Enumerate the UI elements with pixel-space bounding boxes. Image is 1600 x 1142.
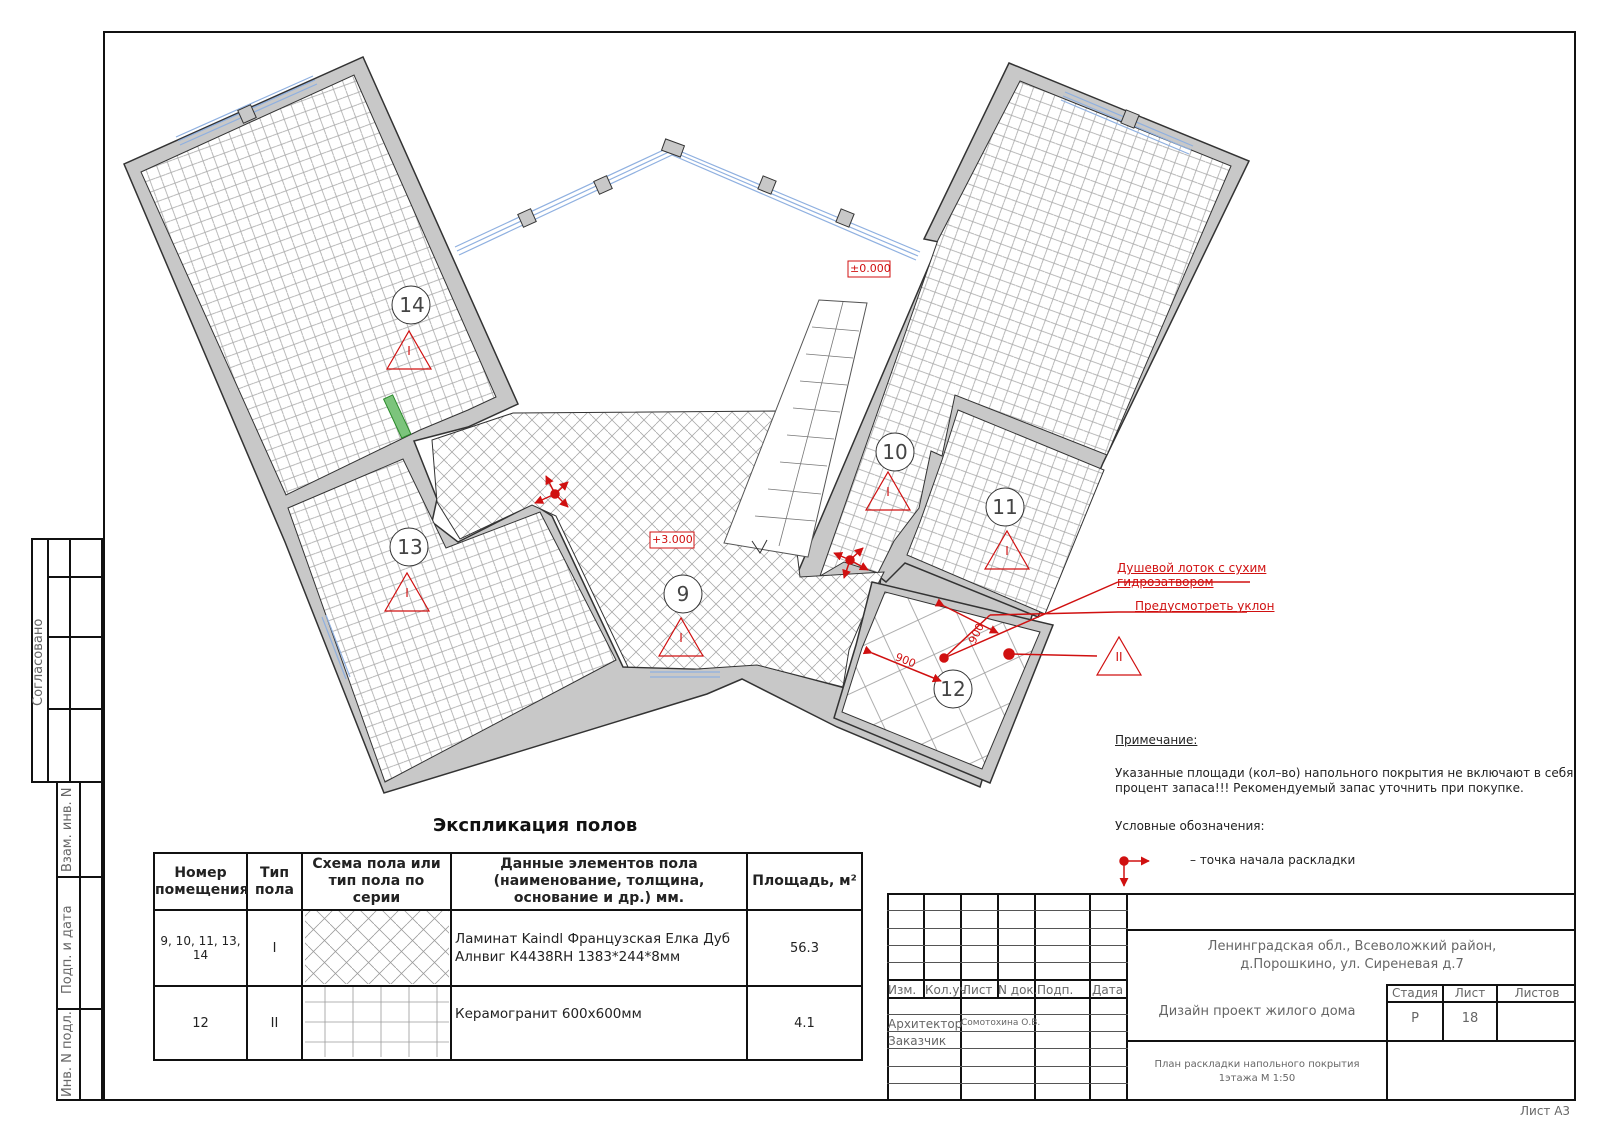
explication-table: [153, 852, 863, 1061]
callout-slope: Предусмотреть уклон: [1135, 599, 1275, 613]
floor-type-10: I: [886, 485, 890, 499]
legend-item: – точка начала раскладки: [1190, 853, 1356, 867]
cell-data: [451, 910, 747, 986]
title-block: [887, 893, 1576, 1101]
cell-type: II: [247, 986, 302, 1060]
cell-data-line-1: Керамогранит 600х600мм: [455, 1006, 642, 1022]
room-number-11: 11: [992, 495, 1018, 519]
stage-label: Стадия: [1391, 986, 1439, 1000]
drawing-title-line-2: 1этажа М 1:50: [1218, 1073, 1296, 1084]
cell-scheme-herringbone: [302, 910, 451, 986]
note-heading: Примечание:: [1115, 733, 1198, 747]
cell-type: I: [247, 910, 302, 986]
legend-heading: Условные обозначения:: [1115, 819, 1265, 833]
header-scheme: Схема пола или тип пола по серии: [302, 853, 451, 910]
dimension-900-b: 900: [966, 621, 987, 646]
floor-type-14: I: [407, 344, 411, 358]
project-title: Дизайн проект жилого дома: [1158, 1004, 1356, 1019]
legend-start-marker: [1120, 857, 1149, 886]
cell-data-line-2: Алнвиг К4438RH 1383*244*8мм: [455, 949, 681, 965]
col-ndok: N док.: [998, 983, 1038, 997]
level-mark-upper: +3.000: [652, 533, 693, 546]
room-number-9: 9: [676, 582, 690, 606]
drawing-title-line-1: План раскладки напольного покрытия: [1154, 1059, 1360, 1070]
col-koluch: Кол.уч: [925, 983, 967, 997]
floor-type-13: I: [405, 586, 409, 600]
col-izm: Изм.: [888, 983, 917, 997]
cell-data: [451, 986, 747, 1060]
side-inv-replace-label: Взам. инв. N: [60, 787, 75, 872]
side-sign-date-label: Подп. и дата: [60, 905, 75, 994]
cell-area: 56.3: [747, 910, 862, 986]
table-row: [154, 910, 862, 986]
header-room: Номер помещения: [154, 853, 247, 910]
architect-name: Сомотохина О.В.: [961, 1018, 1041, 1028]
role-customer: Заказчик: [888, 1034, 947, 1048]
cell-area: 4.1: [747, 986, 862, 1060]
sheet-label: Лист: [1454, 986, 1486, 1000]
room-number-12: 12: [940, 677, 966, 701]
floor-type-9: I: [679, 631, 683, 645]
floor-type-12: II: [1115, 650, 1123, 664]
header-data: Данные элементов пола (наименование, толщина, основание и др.) мм.: [451, 853, 747, 910]
sheet-value: 18: [1461, 1011, 1479, 1026]
cell-rooms: 9, 10, 11, 13, 14: [154, 910, 247, 986]
col-list: Лист: [962, 983, 993, 997]
col-data: Дата: [1092, 983, 1124, 997]
room-number-13: 13: [397, 535, 423, 559]
cell-data-line-1: Ламинат Kaindl Французская Елка Дуб: [455, 931, 731, 947]
room-number-10: 10: [882, 440, 908, 464]
note-line-2: процент запаса!!! Рекомендуемый запас уточнить при покупке.: [1115, 781, 1524, 795]
header-type: Тип пола: [247, 853, 302, 910]
stage-value: Р: [1411, 1011, 1419, 1026]
note-line-1: Указанные площади (кол–во) напольного покрытия не включают в себя: [1115, 766, 1574, 780]
side-inv-orig-label: Инв. N подл.: [60, 1011, 75, 1097]
callout-drain: Душевой лоток с сухим гидрозатвором: [1117, 561, 1267, 589]
floor-type-11: I: [1005, 544, 1009, 558]
address-line-2: д.Порошкино, ул. Сиреневая д.7: [1240, 957, 1464, 972]
side-agreed-label: Согласовано: [31, 618, 46, 706]
table-row: [154, 986, 862, 1060]
level-mark-zero: ±0.000: [850, 262, 891, 275]
sheet-format-label: Лист А3: [1520, 1104, 1571, 1118]
col-podp: Подп.: [1037, 983, 1074, 997]
sheets-label: Листов: [1514, 986, 1560, 1000]
address-line-1: Ленинградская обл., Всеволожкий район,: [1207, 939, 1497, 954]
cell-rooms: 12: [154, 986, 247, 1060]
header-area: Площадь, м²: [747, 853, 862, 910]
explication-title: Экспликация полов: [433, 815, 638, 836]
room-number-14: 14: [399, 293, 425, 317]
cell-scheme-tile: [302, 986, 451, 1060]
dimension-900-a: 900: [893, 650, 918, 671]
role-architect: Архитектор: [888, 1017, 963, 1031]
